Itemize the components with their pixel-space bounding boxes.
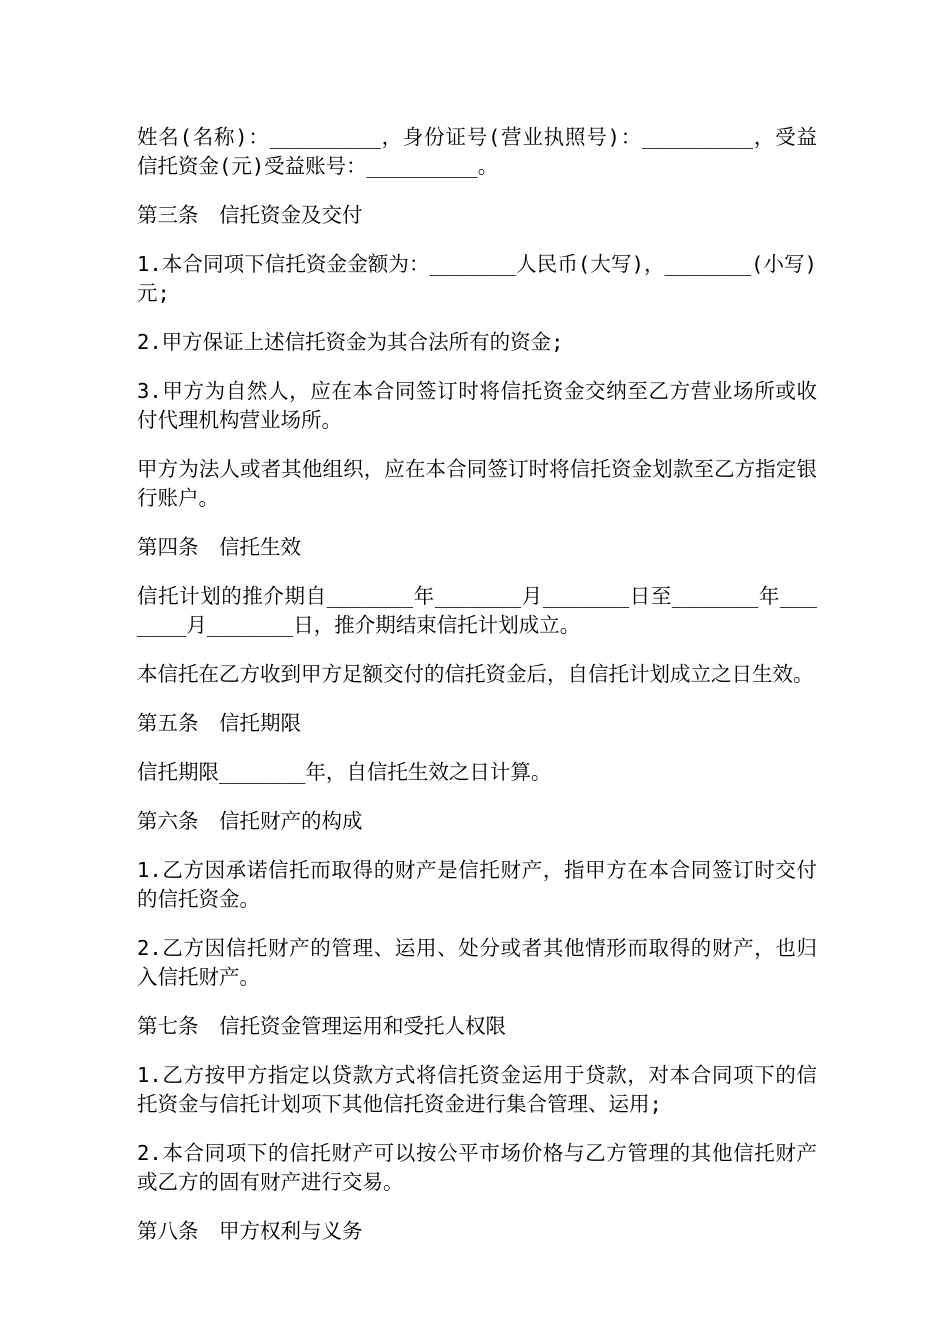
article-3-clause-2: 2.甲方保证上述信托资金为其合法所有的资金; <box>137 330 564 354</box>
beneficiary-info-paragraph: 姓名(名称)：_________，身份证号(营业执照号)：_________，受益信托资金(元)受益账号：_________。 <box>137 125 817 178</box>
article-7-heading: 第七条 信托资金管理运用和受托人权限 <box>137 1014 506 1038</box>
article-6-clause-1: 1.乙方因承诺信托而取得的财产是信托财产，指甲方在本合同签订时交付的信托资金。 <box>137 858 817 911</box>
article-4-effective: 本信托在乙方收到甲方足额交付的信托资金后，自信托计划成立之日生效。 <box>137 662 814 686</box>
article-3-clause-1: 1.本合同项下信托资金金额为：_______人民币(大写)，_______(小写)元; <box>137 252 817 305</box>
article-7-clause-1: 1.乙方按甲方指定以贷款方式将信托资金运用于贷款，对本合同项下的信托资金与信托计划项下其他信托资金进行集合管理、运用; <box>137 1063 817 1116</box>
article-4-heading: 第四条 信托生效 <box>137 535 301 559</box>
document-body <box>137 123 817 1266</box>
article-7-clause-2: 2.本合同项下的信托财产可以按公平市场价格与乙方管理的其他信托财产或乙方的固有财产进行交易。 <box>137 1141 817 1194</box>
article-4-promotion-period: 信托计划的推介期自_______年_______月_______日至_______年_______月_______日，推介期结束信托计划成立。 <box>137 584 817 637</box>
article-6-heading: 第六条 信托财产的构成 <box>137 809 363 833</box>
article-5-heading: 第五条 信托期限 <box>137 711 301 735</box>
article-3-heading: 第三条 信托资金及交付 <box>137 203 363 227</box>
article-8-heading: 第八条 甲方权利与义务 <box>137 1219 363 1243</box>
article-5-term: 信托期限_______年，自信托生效之日计算。 <box>137 760 552 784</box>
article-3-clause-3: 3.甲方为自然人，应在本合同签订时将信托资金交纳至乙方营业场所或收付代理机构营业场所。 <box>137 379 817 432</box>
article-6-clause-2: 2.乙方因信托财产的管理、运用、处分或者其他情形而取得的财产，也归入信托财产。 <box>137 936 817 989</box>
article-3-clause-3-legal-entity: 甲方为法人或者其他组织，应在本合同签订时将信托资金划款至乙方指定银行账户。 <box>137 457 817 510</box>
